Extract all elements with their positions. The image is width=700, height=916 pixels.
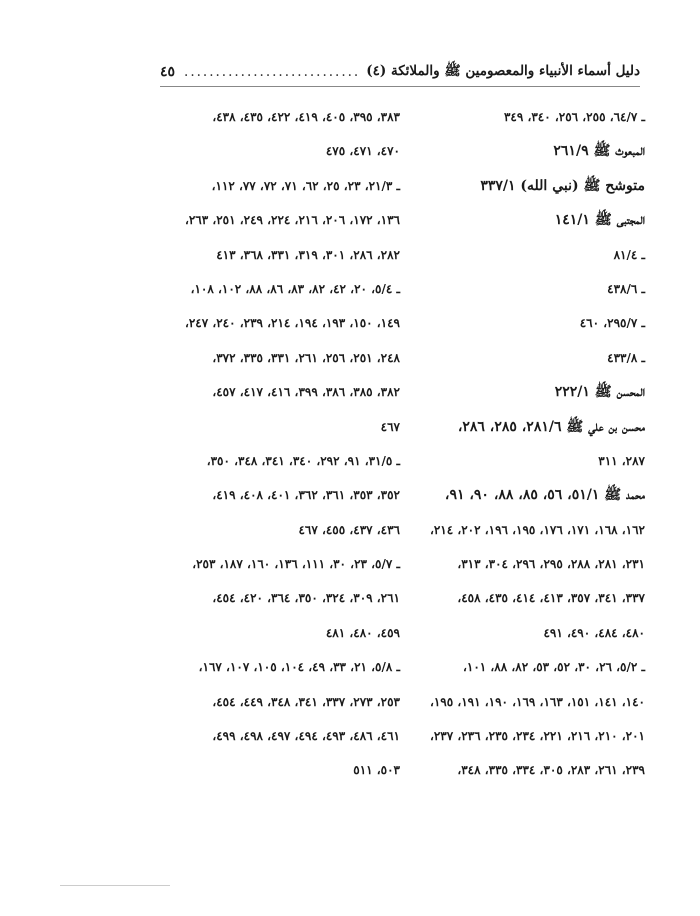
index-column-left bbox=[160, 100, 400, 800]
index-line: ٤٨٠، ٤٨٤، ٤٩٠، ٤٩١ bbox=[543, 625, 645, 640]
index-line: ٢٦١، ٣٠٩، ٣٢٤، ٣٥٠، ٣٦٤، ٤٢٠، ٤٥٤، bbox=[212, 591, 400, 606]
index-line: ٢٨٧، ٣١١ bbox=[598, 453, 645, 468]
index-line: ٤٦٧ bbox=[380, 419, 400, 434]
index-line: ٢٠١، ٢١٠، ٢١٦، ٢٢١، ٢٣٤، ٢٣٥، ٢٣٦، ٢٣٧، bbox=[429, 729, 645, 744]
page-number: ٤٥ bbox=[160, 64, 176, 80]
index-line: ١٤٠، ١٤١، ١٥١، ١٦٣، ١٦٩، ١٩٠، ١٩١، ١٩٥، bbox=[429, 694, 645, 709]
header-rule bbox=[160, 86, 640, 87]
index-line: ١٤٩، ١٥٠، ١٩٣، ١٩٤، ٢١٤، ٢٣٩، ٢٤٠، ٢٤٧، bbox=[184, 316, 400, 331]
running-header bbox=[160, 60, 640, 84]
index-entry: محسن بن علي ﷺ ٢٨١/٦، ٢٨٥، ٢٨٦، bbox=[457, 418, 645, 435]
index-line: ـ ٥/٨، ٢١، ٣٣، ٤٩، ١٠٤، ١٠٥، ١٠٧، ١٦٧، bbox=[198, 660, 400, 675]
index-line: ٣٨٣، ٣٩٥، ٤٠٥، ٤١٩، ٤٢٢، ٤٣٥، ٤٣٨، bbox=[212, 110, 400, 124]
index-line: ١٣٦، ١٧٢، ٢٠٦، ٢١٦، ٢٢٤، ٢٤٩، ٢٥١، ٢٦٣، bbox=[184, 213, 400, 228]
index-line: ـ ٢٩٥/٧، ٤٦٠ bbox=[579, 316, 645, 331]
index-entry: متوشح ﷺ (نبي الله) ٣٣٧/١ bbox=[480, 177, 645, 194]
index-line: ٥٠٣، ٥١١ bbox=[353, 763, 400, 778]
index-line: ـ ٦٤/٧، ٢٥٥، ٢٥٦، ٣٤٠، ٣٤٩ bbox=[503, 110, 645, 124]
footer-rule bbox=[60, 885, 170, 886]
index-line: ٤٥٩، ٤٨٠، ٤٨١ bbox=[325, 625, 400, 640]
index-line: ٢٤٨، ٢٥١، ٢٥٦، ٢٦١، ٣٣١، ٣٣٥، ٣٧٢، bbox=[212, 350, 400, 365]
header-dot-leader bbox=[181, 64, 360, 80]
index-column-right bbox=[405, 100, 645, 800]
index-entry: المجتبى ﷺ ١٤١/١ bbox=[554, 212, 645, 229]
index-line: ـ ٣١/٥، ٩١، ٢٩٢، ٣٤٠، ٣٤١، ٣٤٨، ٣٥٠، bbox=[206, 453, 400, 468]
index-line: ٤٣٦، ٤٣٧، ٤٥٥، ٤٦٧ bbox=[298, 522, 400, 537]
index-line: ٣٨٢، ٣٨٥، ٣٨٦، ٣٩٩، ٤١٦، ٤١٧، ٤٥٧، bbox=[212, 385, 400, 400]
index-line: ـ ٨١/٤ bbox=[613, 247, 645, 262]
index-line: ٣٣٧، ٣٤١، ٣٥٧، ٤١٣، ٤١٤، ٤٣٥، ٤٥٨، bbox=[457, 591, 645, 606]
index-line: ـ ٥/٤، ٢٠، ٤٢، ٨٢، ٨٣، ٨٦، ٨٨، ١٠٢، ١٠٨، bbox=[190, 281, 400, 296]
index-entry: المبعوث ﷺ ٢٦١/٩ bbox=[553, 143, 645, 160]
index-line: ٤٦١، ٤٨٦، ٤٩٣، ٤٩٤، ٤٩٧، ٤٩٨، ٤٩٩، bbox=[212, 729, 400, 744]
index-line: ٤٧٠، ٤٧١، ٤٧٥ bbox=[325, 144, 400, 159]
index-line: ـ ٢١/٣، ٢٣، ٢٥، ٦٢، ٧١، ٧٢، ٧٧، ١١٢، bbox=[211, 178, 400, 193]
index-line: ٣٥٢، ٣٥٣، ٣٦١، ٣٦٢، ٤٠١، ٤٠٨، ٤١٩، bbox=[212, 488, 400, 503]
index-line: ـ ٤٣٨/٦ bbox=[607, 281, 645, 296]
index-entry: المحسن ﷺ ٢٢٢/١ bbox=[554, 384, 645, 401]
index-line: ٢٣٩، ٢٦١، ٢٨٣، ٣٠٥، ٣٣٤، ٣٣٥، ٣٤٨، bbox=[457, 763, 645, 778]
index-line: ٢٨٢، ٢٨٦، ٣٠١، ٣١٩، ٣٣١، ٣٦٨، ٤١٣ bbox=[216, 247, 400, 262]
index-line: ٢٥٣، ٢٧٣، ٣٣٧، ٣٤١، ٣٤٨، ٤٤٩، ٤٥٤، bbox=[212, 694, 400, 709]
index-line: ـ ٥/٧، ٢٣، ٣٠، ١١١، ١٣٦، ١٦٠، ١٨٧، ٢٥٣، bbox=[192, 557, 400, 572]
index-line: ٢٣١، ٢٨١، ٢٨٨، ٢٩٥، ٢٩٦، ٣٠٤، ٣١٣، bbox=[457, 557, 645, 572]
header-title: دليل أسماء الأنبياء والمعصومين ﷺ والملائكة (٤) bbox=[366, 63, 640, 79]
index-line: ١٦٢، ١٦٨، ١٧١، ١٧٦، ١٩٥، ١٩٦، ٢٠٢، ٢١٤، bbox=[429, 522, 645, 537]
index-entry: محمد ﷺ ٥١/١، ٥٦، ٨٥، ٨٨، ٩٠، ٩١، bbox=[444, 487, 645, 504]
index-line: ـ ٤٣٣/٨ bbox=[607, 350, 645, 365]
index-line: ـ ٥/٢، ٢٦، ٣٠، ٥٢، ٥٣، ٨٢، ٨٨، ١٠١، bbox=[463, 660, 645, 675]
